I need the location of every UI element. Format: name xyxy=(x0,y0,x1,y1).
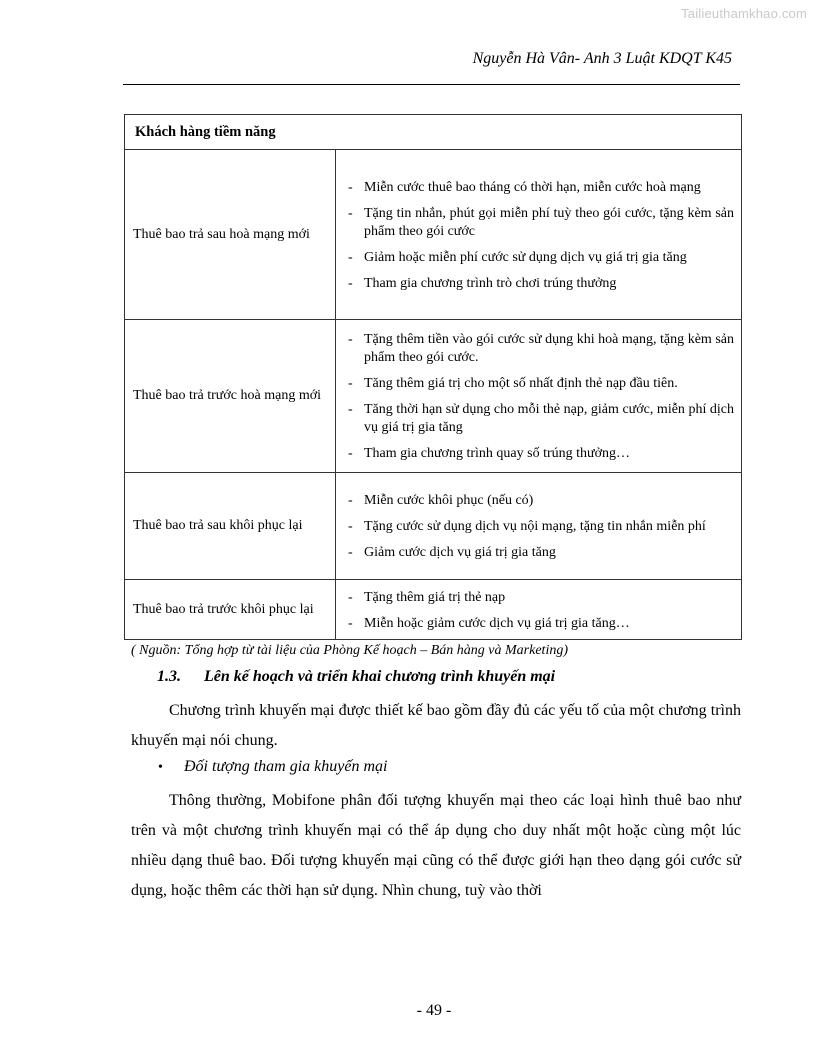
promotion-item: - Tham gia chương trình trò chơi trúng thưởng xyxy=(340,275,734,293)
table-row xyxy=(125,473,742,580)
promotion-item: - Tặng thêm tiền vào gói cước sử dụng khi hoà mạng, tặng kèm sản phẩm theo gói cước. xyxy=(340,331,734,367)
promotion-table xyxy=(124,114,742,640)
promotion-item: - Tăng thời hạn sử dụng cho mỗi thẻ nạp, giảm cước, miễn phí dịch vụ giá trị gia tăng xyxy=(340,401,734,437)
promotion-item: - Tặng tin nhắn, phút gọi miễn phí tuỳ theo gói cước, tặng kèm sản phẩm theo gói cước xyxy=(340,205,734,241)
table-row xyxy=(125,150,742,320)
promotion-item: - Tăng thêm giá trị cho một số nhất định thẻ nạp đầu tiên. xyxy=(340,375,734,393)
bullet-dot-icon: • xyxy=(158,760,163,775)
customer-type-cell: Thuê bao trả sau hoà mạng mới xyxy=(125,150,336,320)
header-divider xyxy=(123,84,740,85)
promotion-item: - Tặng thêm giá trị thẻ nạp xyxy=(340,589,734,607)
body-paragraph: Thông thường, Mobifone phân đối tượng khuyến mại theo các loại hình thuê bao như trên và một chương trình khuyến mại có thể áp dụng cho duy nhất một hoặc cùng một lúc nhiều dạng thuê bao. Đối tượng khuyến mại cũng có thể được giới hạn theo dạng gói cước sử dụng, hoặc thêm các thời hạn sử dụng. Nhìn chung, tuỳ vào thời xyxy=(131,792,741,899)
table-row xyxy=(125,320,742,473)
promotion-list xyxy=(340,179,734,293)
table-row xyxy=(125,580,742,640)
bullet-subheading xyxy=(158,758,387,776)
customer-type-cell: Thuê bao trả sau khôi phục lại xyxy=(125,473,336,580)
table-heading: Khách hàng tiềm năng xyxy=(125,115,742,150)
section-number: 1.3. xyxy=(157,668,181,685)
table-header-row xyxy=(125,115,742,150)
promotion-item: - Giảm hoặc miễn phí cước sử dụng dịch vụ giá trị gia tăng xyxy=(340,249,734,267)
page-number: - 49 - xyxy=(416,1002,452,1019)
bullet-subheading-text: Đối tượng tham gia khuyến mại xyxy=(184,758,388,775)
customer-type-cell: Thuê bao trả trước khôi phục lại xyxy=(125,580,336,640)
promotion-item: - Miễn cước khôi phục (nếu có) xyxy=(340,492,734,510)
promotion-list xyxy=(340,331,734,463)
page-header-author: Nguyễn Hà Vân- Anh 3 Luật KDQT K45 xyxy=(472,50,732,67)
promotion-cell xyxy=(336,580,742,640)
section-title: Lên kế hoạch và triển khai chương trình khuyến mại xyxy=(204,668,556,685)
promotion-item: - Giảm cước dịch vụ giá trị gia tăng xyxy=(340,544,734,562)
promotion-list xyxy=(340,492,734,562)
promotion-item: - Miễn hoặc giảm cước dịch vụ giá trị gia tăng… xyxy=(340,615,734,633)
customer-type-cell: Thuê bao trả trước hoà mạng mới xyxy=(125,320,336,473)
promotion-item: - Tặng cước sử dụng dịch vụ nội mạng, tặng tin nhắn miễn phí xyxy=(340,518,734,536)
watermark-text: Tailieuthamkhao.com xyxy=(681,6,807,21)
promotion-cell xyxy=(336,473,742,580)
promotion-item: - Miễn cước thuê bao tháng có thời hạn, miễn cước hoà mạng xyxy=(340,179,734,197)
section-heading xyxy=(157,668,555,686)
promotion-item: - Tham gia chương trình quay số trúng thưởng… xyxy=(340,445,734,463)
promotion-cell xyxy=(336,320,742,473)
table-source-note: ( Nguồn: Tổng hợp từ tài liệu của Phòng Kế hoạch – Bán hàng và Marketing) xyxy=(131,643,568,658)
body-paragraph: Chương trình khuyến mại được thiết kế bao gồm đầy đủ các yếu tố của một chương trình khuyến mại nói chung. xyxy=(131,702,741,749)
promotion-cell xyxy=(336,150,742,320)
promotion-list xyxy=(340,589,734,633)
